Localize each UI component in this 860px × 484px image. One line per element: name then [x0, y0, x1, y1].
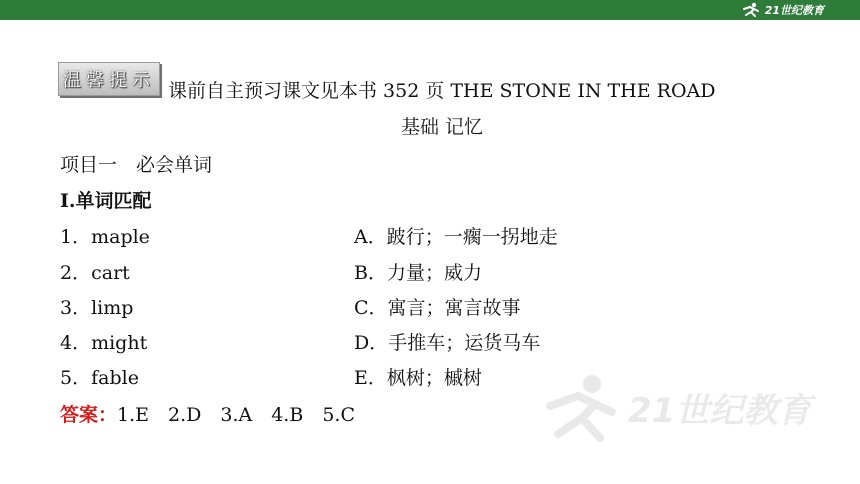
- meaning-item: D．手推车；运货马车: [354, 332, 541, 354]
- watermark-logo: [540, 366, 840, 456]
- runner-icon: [741, 2, 761, 18]
- tip-badge-label: 温馨提示: [63, 70, 155, 91]
- meaning-item: A．跛行；一瘸一拐地走: [354, 226, 558, 248]
- answer-line: [60, 400, 355, 427]
- meaning-item: C．寓言；寓言故事: [354, 297, 521, 319]
- word-item: 1．maple: [60, 226, 150, 248]
- watermark-text: 21世纪教育: [628, 391, 812, 431]
- brand-logo: [741, 1, 824, 19]
- section-heading: 项目一 必会单词: [60, 154, 213, 176]
- meaning-item: E．枫树；槭树: [354, 367, 482, 389]
- tip-badge: [58, 62, 160, 96]
- lesson-title: 课前自主预习课文见本书 352 页 THE STONE IN THE ROAD: [168, 80, 716, 102]
- word-item: 3．limp: [60, 297, 134, 319]
- watermark-runner-icon: [540, 366, 840, 456]
- answer-text: 1.E 2.D 3.A 4.B 5.C: [117, 404, 355, 426]
- answer-label: 答案：: [60, 404, 118, 426]
- brand-text: 21世纪教育: [764, 4, 824, 17]
- word-item: 5．fable: [60, 367, 139, 389]
- meaning-item: B．力量；威力: [354, 262, 482, 284]
- lesson-subtitle: 基础 记忆: [400, 116, 484, 138]
- subsection-heading: Ⅰ.单词匹配: [60, 190, 152, 212]
- top-bar: [0, 0, 860, 20]
- word-item: 2．cart: [60, 262, 130, 284]
- word-item: 4．might: [60, 332, 148, 354]
